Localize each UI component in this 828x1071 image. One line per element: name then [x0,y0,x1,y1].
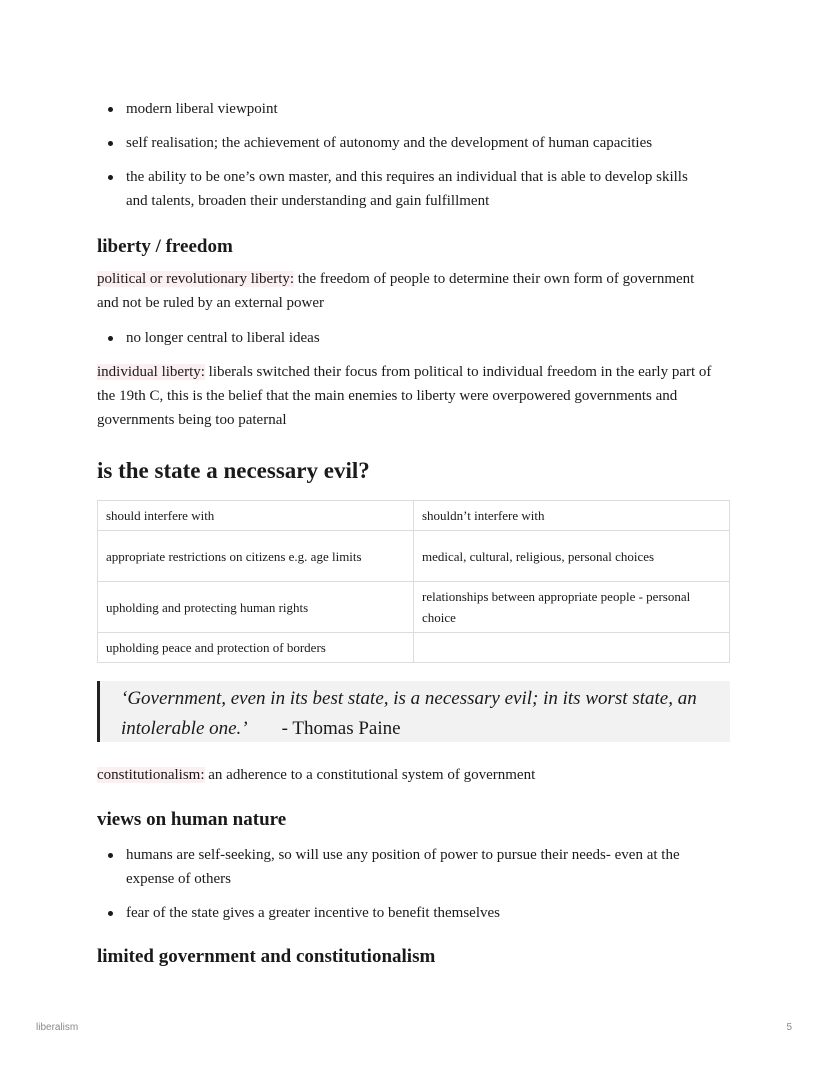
political-liberty-paragraph [97,267,697,315]
political-liberty-text: the freedom of people to determine their own form of government and not be ruled by an external power [97,271,695,311]
liberty-heading: liberty / freedom [97,236,233,257]
intro-bullet-list [97,97,730,213]
table-header-cell: should interfere with [98,501,414,531]
state-heading: is the state a necessary evil? [97,458,370,483]
individual-liberty-text: liberals switched their focus from political to individual freedom in the early part of the 19th C, this is the belief that the main enemies to liberty were overpowered governments and governments being too paternal [97,364,712,428]
table-cell: upholding and protecting human rights [98,582,414,633]
thomas-paine-quote [97,681,730,742]
table-row [98,633,730,663]
individual-liberty-term: individual liberty: [97,364,205,380]
quote-text: ‘Government, even in its best state, is a necessary evil; in its worst state, an intolerable one.’ [121,688,697,739]
list-item: the ability to be one’s own master, and this requires an individual that is able to develop skills and talents, broaden their understanding and gain fulfillment [97,165,730,213]
individual-liberty-paragraph [97,360,730,432]
constitutionalism-text: an adherence to a constitutional system of government [204,767,536,783]
footer-document-title: liberalism [36,1022,79,1033]
constitutionalism-term: constitutionalism: [97,767,205,783]
table-header-cell: shouldn’t interfere with [414,501,730,531]
table-cell [414,633,730,663]
table-cell: medical, cultural, religious, personal choices [414,531,730,582]
table-row [98,582,730,633]
quote-author: - Thomas Paine [281,718,401,739]
table-cell: appropriate restrictions on citizens e.g. age limits [98,531,414,582]
table-row [98,501,730,531]
political-liberty-term: political or revolutionary liberty: [97,271,295,287]
list-item: no longer central to liberal ideas [97,326,730,350]
table-row [98,531,730,582]
list-item: self realisation; the achievement of autonomy and the development of human capacities [97,131,730,155]
table-cell: relationships between appropriate people - personal choice [414,582,730,633]
limited-government-heading: limited government and constitutionalism [97,946,436,967]
constitutionalism-paragraph [97,763,730,787]
state-interference-table [97,500,730,663]
list-item: humans are self-seeking, so will use any position of power to pursue their needs- even at the expense of others [97,843,730,891]
table-cell: upholding peace and protection of borders [98,633,414,663]
list-item: fear of the state gives a greater incentive to benefit themselves [97,901,730,925]
liberty-bullet-list [97,326,730,350]
list-item: modern liberal viewpoint [97,97,730,121]
human-nature-heading: views on human nature [97,809,287,830]
footer-page-number: 5 [786,1022,792,1033]
human-nature-bullet-list [97,843,730,925]
